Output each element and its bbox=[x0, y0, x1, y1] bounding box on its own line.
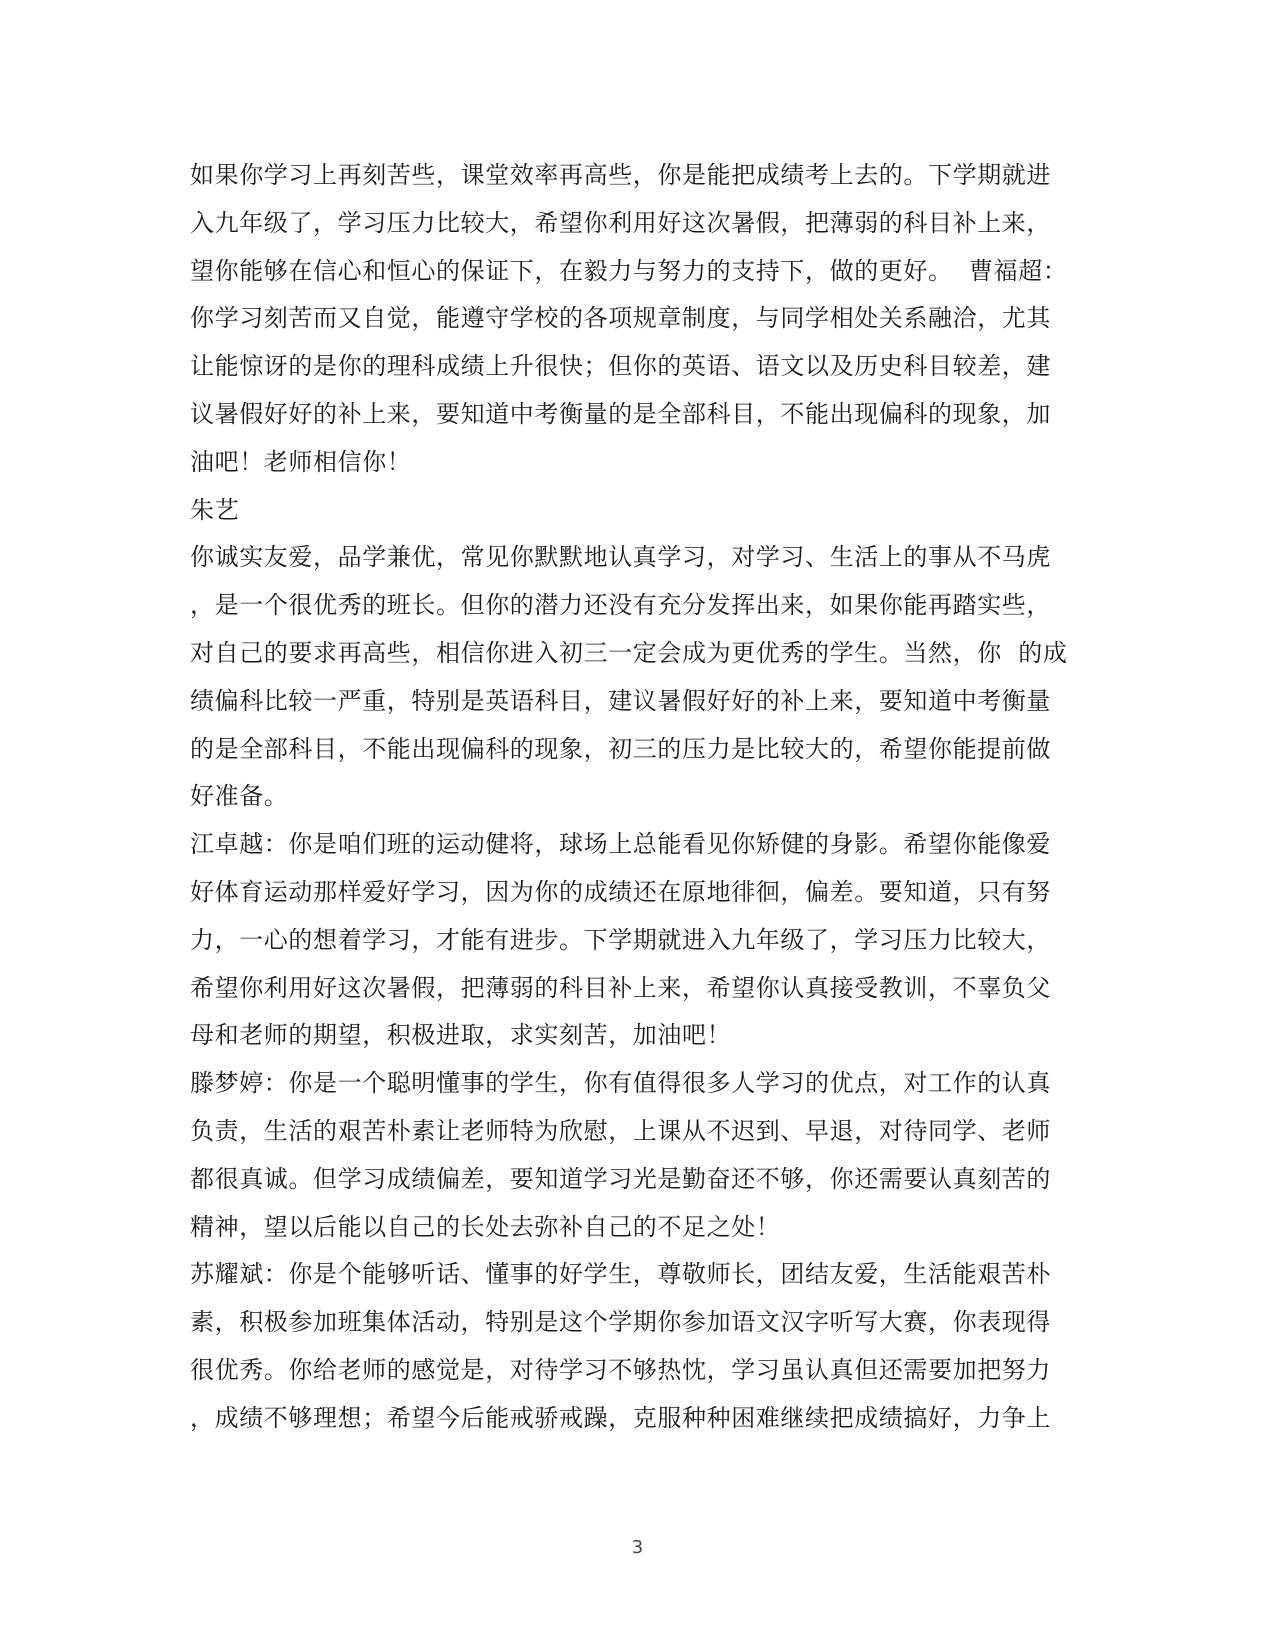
body-text bbox=[190, 152, 1070, 1443]
text-line: ，成绩不够理想；希望今后能戒骄戒躁，克服种种困难继续把成绩搞好，力争上 bbox=[190, 1403, 1051, 1432]
text-line: 让能惊讶的是你的理科成绩上升很快；但你的英语、语文以及历史科目较差，建 bbox=[190, 352, 1051, 381]
student-name-heading: 朱艺 bbox=[190, 495, 240, 524]
text-line: 你诚实友爱，品学兼优，常见你默默地认真学习，对学习、生活上的事从不马虎 bbox=[190, 543, 1051, 572]
text-line: 母和老师的期望，积极进取，求实刻苦，加油吧！ bbox=[190, 1021, 732, 1050]
text-line: ，是一个很优秀的班长。但你的潜力还没有充分发挥出来，如果你能再踏实些， bbox=[190, 591, 1051, 620]
text-line: 希望你利用好这次暑假，把薄弱的科目补上来，希望你认真接受教训，不辜负父 bbox=[190, 973, 1051, 1002]
text-line: 好体育运动那样爱好学习，因为你的成绩还在原地徘徊，偏差。要知道，只有努 bbox=[190, 877, 1051, 906]
text-line: 素，积极参加班集体活动，特别是这个学期你参加语文汉字听写大赛，你表现得 bbox=[190, 1308, 1051, 1337]
text-line: 油吧！老师相信你！ bbox=[190, 447, 412, 476]
text-line: 绩偏科比较一严重，特别是英语科目，建议暑假好好的补上来，要知道中考衡量 bbox=[190, 686, 1051, 715]
text-line: 好准备。 bbox=[190, 782, 289, 811]
text-line: 你学习刻苦而又自觉，能遵守学校的各项规章制度，与同学相处关系融洽，尤其 bbox=[190, 304, 1051, 333]
text-line: 入九年级了，学习压力比较大，希望你利用好这次暑假，把薄弱的科目补上来， bbox=[190, 208, 1051, 237]
text-line: 望你能够在信心和恒心的保证下，在毅力与努力的支持下，做的更好。 曹福超： bbox=[190, 256, 1068, 285]
text-line: 的是全部科目，不能出现偏科的现象，初三的压力是比较大的，希望你能提前做 bbox=[190, 734, 1051, 763]
text-line: 江卓越：你是咱们班的运动健将，球场上总能看见你矫健的身影。希望你能像爱 bbox=[190, 830, 1051, 859]
text-line: 如果你学习上再刻苦些，课堂效率再高些，你是能把成绩考上去的。下学期就进 bbox=[190, 161, 1051, 189]
text-line: 很优秀。你给老师的感觉是，对待学习不够热忱，学习虽认真但还需要加把努力 bbox=[190, 1355, 1051, 1384]
text-line: 都很真诚。但学习成绩偏差，要知道学习光是勤奋还不够，你还需要认真刻苦的 bbox=[190, 1164, 1051, 1193]
text-line: 精神，望以后能以自己的长处去弥补自己的不足之处！ bbox=[190, 1212, 781, 1241]
page-number: 3 bbox=[631, 1537, 644, 1558]
text-line: 议暑假好好的补上来，要知道中考衡量的是全部科目，不能出现偏科的现象，加 bbox=[190, 399, 1051, 428]
text-line: 负责，生活的艰苦朴素让老师特为欣慰，上课从不迟到、早退，对待同学、老师 bbox=[190, 1116, 1051, 1145]
text-line: 苏耀斌：你是个能够听话、懂事的好学生，尊敬师长，团结友爱，生活能艰苦朴 bbox=[190, 1260, 1051, 1289]
text-line: 对自己的要求再高些，相信你进入初三一定会成为更优秀的学生。当然，你 的成 bbox=[190, 638, 1068, 667]
text-line: 滕梦婷：你是一个聪明懂事的学生，你有值得很多人学习的优点，对工作的认真 bbox=[190, 1069, 1051, 1098]
text-line: 力，一心的想着学习，才能有进步。下学期就进入九年级了，学习压力比较大， bbox=[190, 925, 1051, 954]
